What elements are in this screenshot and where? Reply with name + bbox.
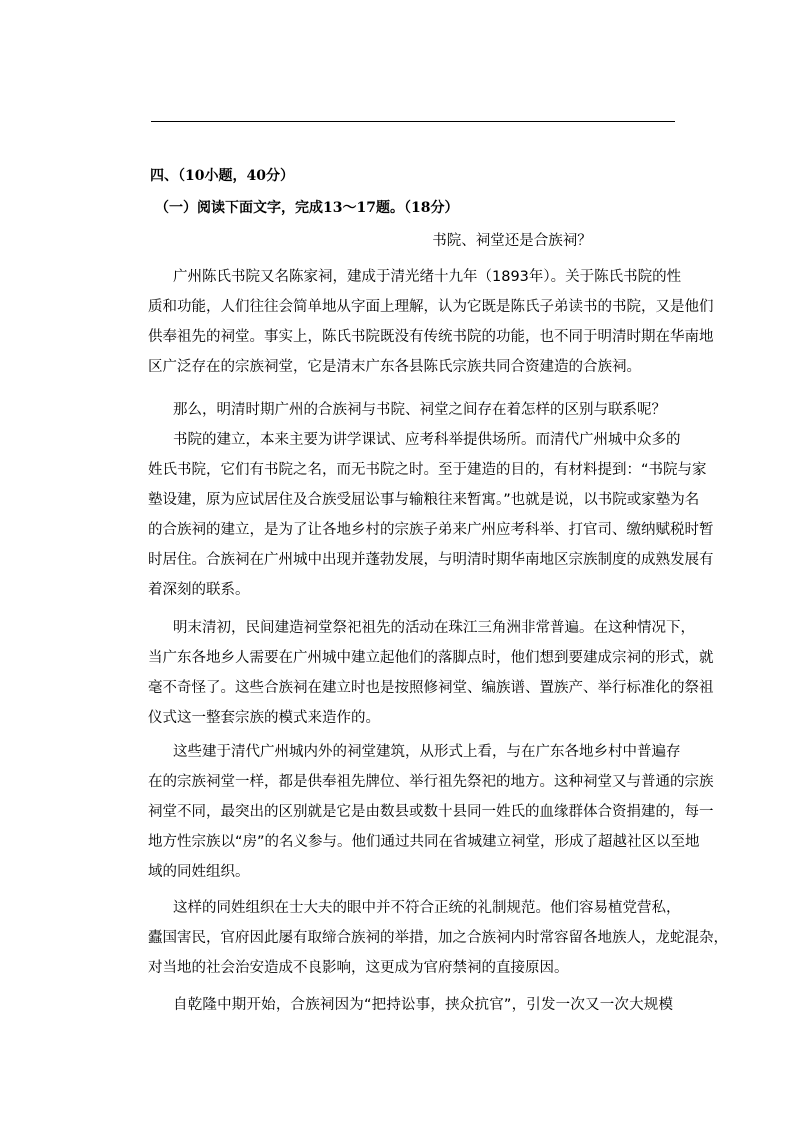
paragraph-line: 祠堂不同，最突出的区别就是它是由数县或数十县同一姓氏的血缘群体合资捐建的，每一 [148,804,714,820]
paragraph [148,613,714,733]
paragraph-line: 时居住。合族祠在广州城中出现并蓬勃发展，与明清时期华南地区宗族制度的成熟发展有 [148,552,714,568]
article-title: 书院、祠堂还是合族祠？ [432,233,592,249]
paragraph-line: 仪式这一整套宗族的模式来造作的。 [148,710,380,726]
section-heading: 四、（10小题，40分） [150,168,294,184]
paragraph-line: 区广泛存在的宗族祠堂，它是清末广东各县陈氏宗族共同合资建造的合族祠。 [148,359,641,375]
paragraph [148,893,728,983]
paragraph-line: 域的同姓组织。 [148,864,250,880]
paragraph [148,395,673,425]
paragraph-line: 在的宗族祠堂一样，都是供奉祖先牌位、举行祖先祭祀的地方。这种祠堂又与普通的宗族 [148,774,714,790]
paragraph [148,737,714,887]
paragraph-line: 那么，明清时期广州的合族祠与书院、祠堂之间存在着怎样的区别与联系呢？ [173,402,666,418]
header-rule [151,121,675,122]
paragraph-line: 姓氏书院，它们有书院之名，而无书院之时。至于建造的目的，有材料提到：“书院与家 [148,462,707,478]
paragraph [148,990,673,1020]
paragraph-line: 书院的建立，本来主要为讲学课试、应考科举提供场所。而清代广州城中众多的 [173,432,681,448]
paragraph-line: 自乾隆中期开始，合族祠因为“把持讼事，挟众抗官”，引发一次又一次大规模 [173,997,673,1013]
paragraph-line: 供奉祖先的祠堂。事实上，陈氏书院既没有传统书院的功能，也不同于明清时期在华南地 [148,329,714,345]
paragraph-line: 地方性宗族以“房”的名义参与。他们通过共同在省城建立祠堂，形成了超越社区以至地 [148,834,700,850]
paragraph [148,262,714,382]
paragraph-line: 蠹国害民，官府因此屡有取缔合族祠的举措，加之合族祠内时常容留各地族人，龙蛇混杂， [148,930,728,946]
paragraph-line: 这样的同姓组织在士大夫的眼中并不符合正统的礼制规范。他们容易植党营私， [173,900,681,916]
paragraph-line: 毫不奇怪了。这些合族祠在建立时也是按照修祠堂、编族谱、置族产、举行标准化的祭祖 [148,680,714,696]
paragraph-line: 当广东各地乡人需要在广州城中建立起他们的落脚点时，他们想到要建成宗祠的形式，就 [148,650,714,666]
paragraph-line: 这些建于清代广州城内外的祠堂建筑，从形式上看，与在广东各地乡村中普遍存 [173,744,681,760]
paragraph-line: 明末清初，民间建造祠堂祭祀祖先的活动在珠江三角洲非常普遍。在这种情况下， [173,620,695,636]
paragraph-line: 塾设建，原为应试居住及合族受屈讼事与输粮往来暂寓。”也就是说，以书院或家塾为名 [148,492,700,508]
paragraph-line: 广州陈氏书院又名陈家祠，建成于清光绪十九年（1893年）。关于陈氏书院的性 [173,269,682,285]
paragraph [148,425,714,605]
paragraph-line: 的合族祠的建立，是为了让各地乡村的宗族子弟来广州应考科举、打官司、缴纳赋税时暂 [148,522,714,538]
paragraph-line: 着深刻的联系。 [148,582,250,598]
paragraph-line: 对当地的社会治安造成不良影响，这更成为官府禁祠的直接原因。 [148,960,569,976]
sub-heading: （一）阅读下面文字，完成13～17题。（18分） [155,200,459,216]
paragraph-line: 质和功能，人们往往会简单地从字面上理解，认为它既是陈氏子弟读书的书院，又是他们 [148,299,714,315]
